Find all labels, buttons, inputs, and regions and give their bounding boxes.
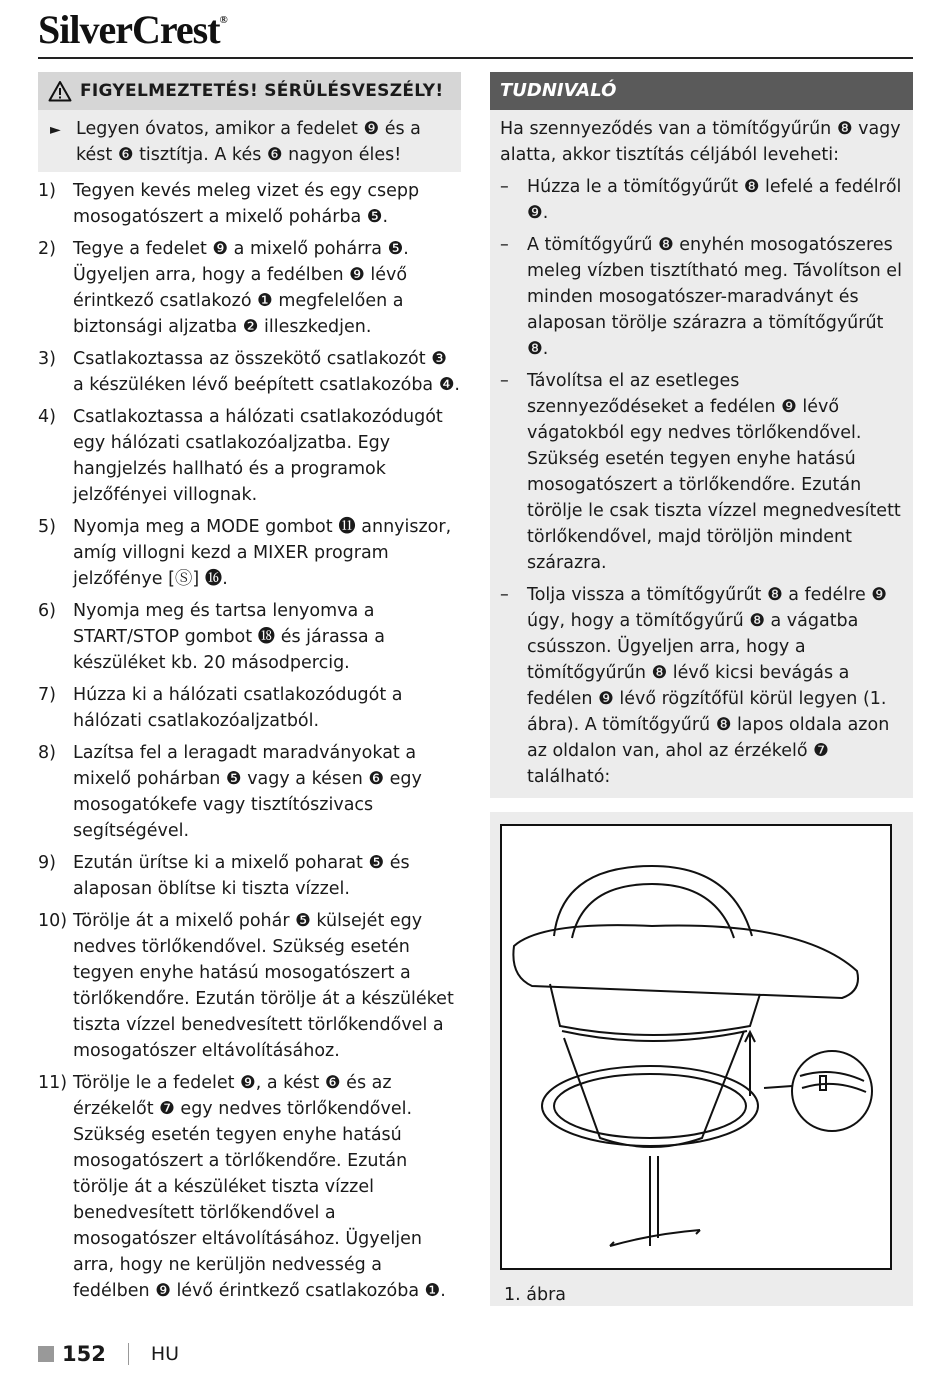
step-text: Tegye a fedelet ❾ a mixelő pohárra ❺. Ügyeljen arra, hogy a fedélben ❾ lévő érintkező csatlakozó ❶ megfelelően a biztonsági aljzatba ❷ illeszkedjen. (73, 239, 409, 337)
dash-marker: – (500, 585, 509, 605)
step-text: Ezután ürítse ki a mixelő poharat ❺ és alaposan öblítse ki tiszta vízzel. (73, 853, 410, 899)
note-list (500, 174, 903, 790)
step-text: Tegyen kevés meleg vizet és egy csepp mosogatószert a mixelő pohárba ❺. (73, 181, 420, 227)
step-number: 10) (38, 911, 68, 931)
note-title: TUDNIVALÓ (500, 80, 617, 101)
step-item (38, 236, 461, 340)
warning-triangle-icon (48, 80, 72, 102)
step-number: 3) (38, 349, 56, 369)
footer-square-icon (38, 1346, 54, 1362)
step-item (38, 178, 461, 230)
step-text: Törölje át a mixelő pohár ❺ külsejét egy nedves törlőkendővel. Szükség esetén tegyen enyhe hatású mosogatószert a törlőkendőre. Ezután törölje át a készüléket tiszta vízzel benedvesített törlőkendővel a mosogatószer eltávolításához. (73, 911, 454, 1061)
dash-marker: – (500, 177, 509, 197)
step-number: 8) (38, 743, 56, 763)
step-text: Törölje le a fedelet ❾, a kést ❻ és az érzékelőt ❼ egy nedves törlőkendővel. Szükség esetén tegyen enyhe hatású mosogatószert a törlőkendőre. Ezután törölje át a készüléket tiszta vízzel benedvesített törlőkendővel a mosogatószer eltávolításához. Ügyeljen arra, hogy ne kerüljön nedvesség a fedélben ❾ lévő érintkező csatlakozóba ❶. (73, 1073, 446, 1301)
step-number: 2) (38, 239, 56, 259)
step-text: Húzza ki a hálózati csatlakozódugót a hálózati csatlakozóaljzatból. (73, 685, 403, 731)
step-number: 7) (38, 685, 56, 705)
step-number: 1) (38, 181, 56, 201)
figure-caption: 1. ábra (504, 1285, 567, 1305)
warning-bullet: ► (50, 122, 61, 138)
step-number: 9) (38, 853, 56, 873)
step-text: Csatlakoztassa a hálózati csatlakozódugót egy hálózati csatlakozóaljzatba. Egy hangjelzés hallható és a programok jelzőfényei villognak. (73, 407, 443, 505)
step-item (38, 346, 461, 398)
warning-body (38, 110, 461, 172)
warning-header (38, 72, 461, 110)
step-item (38, 1070, 461, 1304)
dash-marker: – (500, 235, 509, 255)
note-item-text: A tömítőgyűrű ❽ enyhén mosogatószeres meleg vízben tisztítható meg. Távolítson el minden mosogatószer-maradványt és alaposan törölje szárazra a tömítőgyűrűt ❽. (527, 235, 902, 359)
dash-marker: – (500, 371, 509, 391)
figure-box (490, 812, 913, 1306)
header-rule (38, 57, 913, 59)
step-number: 5) (38, 517, 56, 537)
step-item (38, 514, 461, 592)
note-item (500, 232, 903, 362)
step-text: Nyomja meg és tartsa lenyomva a START/STOP gombot ⓲ és járassa a készüléket kb. 20 másodpercig. (73, 601, 385, 673)
step-text: Nyomja meg a MODE gombot ⓫ annyiszor, amíg villogni kezd a MIXER program jelzőfénye [Ⓢ] ⓰. (73, 517, 452, 589)
note-item-text: Húzza le a tömítőgyűrűt ❽ lefelé a fedélről ❾. (527, 177, 902, 223)
cleaning-steps (38, 178, 461, 1304)
step-item (38, 740, 461, 844)
step-item (38, 850, 461, 902)
page-footer (38, 1342, 179, 1366)
note-intro: Ha szennyeződés van a tömítőgyűrűn ❽ vagy alatta, akkor tisztítás céljából leveheti: (500, 119, 901, 165)
step-item (38, 404, 461, 508)
step-text: Csatlakoztassa az összekötő csatlakozót ❸ a készüléken lévő beépített csatlakozóba ❹. (73, 349, 460, 395)
step-text: Lazítsa fel a leragadt maradványokat a mixelő pohárban ❺ vagy a késen ❻ egy mosogatókefe vagy tisztítószivacs segítségével. (73, 743, 422, 841)
note-header (490, 72, 913, 110)
warning-title: FIGYELMEZTETÉS! SÉRÜLÉSVESZÉLY! (80, 81, 444, 101)
note-body (490, 110, 913, 798)
left-column (38, 72, 461, 1304)
step-number: 6) (38, 601, 56, 621)
footer-divider (128, 1343, 129, 1365)
note-item (500, 368, 903, 576)
step-number: 11) (38, 1073, 68, 1093)
lid-seal-drawing (502, 826, 890, 1268)
warning-box (38, 72, 461, 172)
language-code: HU (150, 1343, 180, 1365)
step-item (38, 682, 461, 734)
step-number: 4) (38, 407, 56, 427)
brand-logo: SilverCrest® (38, 7, 227, 52)
warning-text: Legyen óvatos, amikor a fedelet ❾ és a kést ❻ tisztítja. A kés ❻ nagyon éles! (76, 119, 421, 165)
note-item (500, 582, 903, 790)
step-item (38, 598, 461, 676)
note-item-text: Tolja vissza a tömítőgyűrűt ❽ a fedélre ❾ úgy, hogy a tömítőgyűrű ❽ a vágatba csússzon. Ügyeljen arra, hogy a tömítőgyűrűn ❽ lévő kicsi bevágás a fedélen ❾ lévő rögzítőfül körül legyen (1. ábra). A tömítőgyűrű ❽ lapos oldala azon az oldalon van, ahol az érzékelő ❼ található: (527, 585, 890, 787)
note-item-text: Távolítsa el az esetleges szennyeződéseket a fedélen ❾ lévő vágatokból egy nedves törlőkendővel. Szükség esetén tegyen enyhe hatású mosogatószert a törlőkendőre. Ezután törölje le csak tiszta vízzel megnedvesített törlőkendővel, majd töröljön mindent szárazra. (527, 371, 901, 573)
page-number: 152 (62, 1342, 106, 1366)
note-item (500, 174, 903, 226)
blender-lid-illustration (500, 824, 892, 1270)
right-column (490, 72, 913, 1306)
step-item (38, 908, 461, 1064)
